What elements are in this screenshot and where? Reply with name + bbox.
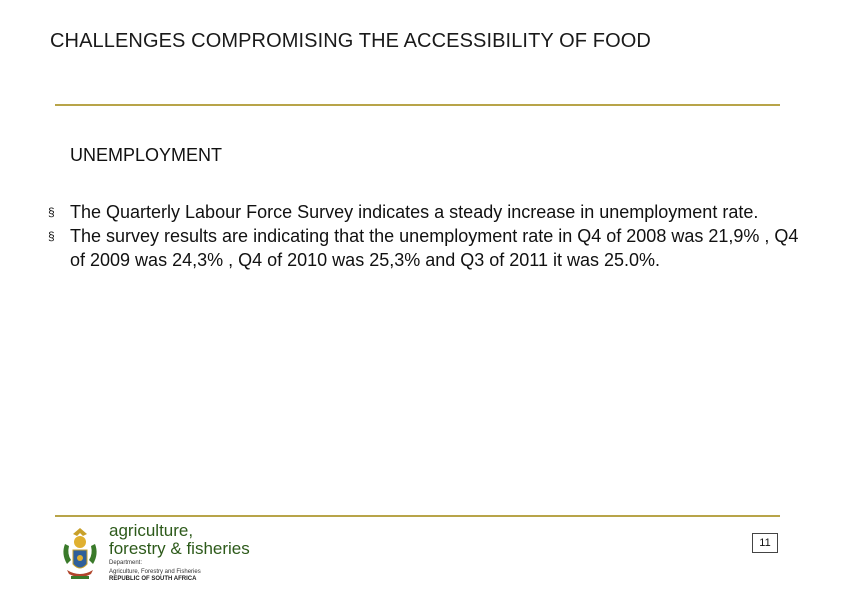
logo-subtitle-1: Department:: [109, 560, 143, 566]
top-divider: [55, 104, 780, 106]
bullet-list: [48, 200, 808, 272]
page-number: 11: [752, 533, 778, 553]
logo-subtitle-3: REPUBLIC OF SOUTH AFRICA: [109, 576, 197, 582]
logo-title-line1: agriculture,: [109, 521, 194, 540]
section-heading: UNEMPLOYMENT: [70, 145, 223, 165]
bullet-text: The survey results are indicating that the unemployment rate in Q4 of 2008 was 21,9% , Q4 of 2009 was 24,3% , Q4 of 2010 was 25,3% and Q3 of 2011 it was 25.0%.: [70, 226, 799, 270]
bullet-item: [48, 224, 808, 272]
logo-subtitle-2: Agriculture, Forestry and Fisheries: [109, 569, 201, 575]
logo-text: [109, 522, 250, 583]
slide-title: CHALLENGES COMPROMISING THE ACCESSIBILITY OF FOOD: [50, 30, 651, 52]
logo-title-line2: forestry & fisheries: [109, 539, 250, 558]
department-logo: [57, 522, 297, 588]
bullet-text: The Quarterly Labour Force Survey indicates a steady increase in unemployment rate.: [70, 202, 759, 222]
bullet-icon: §: [48, 229, 55, 243]
bullet-item: [48, 200, 808, 224]
bottom-divider: [55, 515, 780, 517]
bullet-icon: §: [48, 205, 55, 219]
coat-of-arms-icon: [57, 524, 103, 584]
